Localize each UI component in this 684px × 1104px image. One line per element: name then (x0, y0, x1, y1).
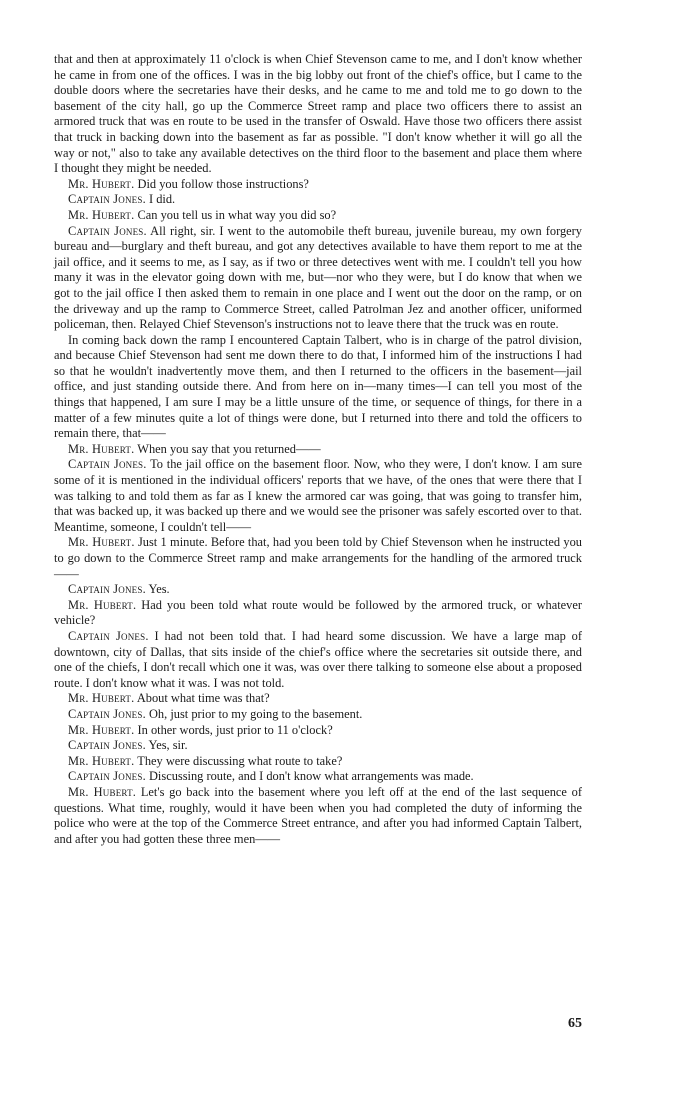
paragraph-text: I had not been told that. I had heard some discussion. We have a large map of downtown, city of Dallas, that sits inside of the chief's office where the secretaries sit outside there, and one of the chiefs, I don't recall which one it was, was over there talking to someone else about a proposed route. I don't know what it was. I was not told. (54, 628, 582, 690)
speaker-name: Mr. Hubert. (68, 722, 135, 737)
speaker-name: Mr. Hubert. (68, 691, 135, 706)
transcript-paragraph (54, 224, 582, 333)
paragraph-text: that and then at approximately 11 o'clock is when Chief Stevenson came to me, and I don't know whether he came in from one of the offices. I was in the big lobby out front of the chief's office, but I came to the double doors where the secretaries have their desks, and he came to me and told me to go down to the basement of the city hall, go up the Commerce Street ramp and place two officers there to assist an armored truck that was en route to be used in the transfer of Oswald. Have those two officers there assist that truck in backing down into the basement as far as possible. "I don't know whether it will go all the way or not," also to take any available detectives on the third floor to the basement and place them where I thought they might be needed. (54, 52, 582, 176)
transcript-paragraph (54, 629, 582, 691)
speaker-name: Captain Jones. (68, 628, 149, 643)
transcript-paragraph (54, 177, 582, 193)
speaker-name: Captain Jones. (68, 192, 146, 207)
transcript-paragraph (54, 457, 582, 535)
paragraph-text: All right, sir. I went to the automobile theft bureau, juvenile bureau, my own forgery bureau and—burglary and theft bureau, and got any detectives available to have them report to me at the jail office, and it seems to me, as I say, as if two or three detectives went with me. I couldn't tell you how many it was in the elevator going down with me, but—nor who they were, but I do know that when we got to the jail office I then asked them to remain in one place and I went out the door on the ramp, or on the driveway and up the ramp to Commerce Street, called Patrolman Jez and another officer, uniformed policeman, then. Relayed Chief Stevenson's instructions not to leave there that the truck was en route. (54, 223, 582, 332)
page-number: 65 (568, 1016, 582, 1031)
paragraph-text: They were discussing what route to take? (137, 753, 343, 768)
transcript-paragraph (54, 208, 582, 224)
transcript-paragraph (54, 598, 582, 629)
transcript-paragraph (54, 691, 582, 707)
transcript-paragraph (54, 333, 582, 442)
transcript-paragraph (54, 52, 582, 177)
speaker-name: Mr. Hubert. (68, 207, 135, 222)
transcript-paragraph (54, 723, 582, 739)
transcript-paragraph (54, 442, 582, 458)
paragraph-text: Yes, sir. (148, 738, 188, 753)
paragraph-text: When you say that you returned—— (137, 441, 321, 456)
paragraph-text: Oh, just prior to my going to the basement. (148, 706, 363, 721)
paragraph-text: In other words, just prior to 11 o'clock? (137, 722, 333, 737)
document-body (54, 52, 582, 847)
speaker-name: Mr. Hubert. (68, 441, 135, 456)
speaker-name: Mr. Hubert. (68, 753, 135, 768)
transcript-paragraph (54, 535, 582, 582)
speaker-name: Captain Jones. (68, 457, 147, 472)
paragraph-text: In coming back down the ramp I encountered Captain Talbert, who is in charge of the patrol division, and because Chief Stevenson had sent me down there to do that, I informed him of the instructions I had so that he wouldn't inadvertently move them, and then I returned to the officers in the basement—jail office, and just standing outside there. And from here on in—many times—I can tell you most of the things that happened, I am sure I may be a little unsure of the time, or sequence of things, for there in a matter of a few minutes quite a lot of things were done, but I returned into there and told the officers to remain there, that—— (54, 332, 582, 441)
speaker-name: Mr. Hubert. (68, 784, 137, 799)
transcript-paragraph (54, 738, 582, 754)
paragraph-text: Can you tell us in what way you did so? (137, 207, 337, 222)
transcript-paragraph (54, 707, 582, 723)
speaker-name: Mr. Hubert. (68, 176, 135, 191)
paragraph-text: I did. (148, 192, 176, 207)
paragraph-text: Yes. (148, 582, 170, 597)
transcript-paragraph (54, 754, 582, 770)
paragraph-text: Discussing route, and I don't know what arrangements was made. (148, 769, 474, 784)
speaker-name: Mr. Hubert. (68, 535, 135, 550)
transcript-paragraph (54, 582, 582, 598)
paragraph-text: Just 1 minute. Before that, had you been told by Chief Stevenson when he instructed you to go down to the Commerce Street ramp and make arrangements for the handling of the armored truck—— (54, 535, 582, 581)
transcript-paragraph (54, 192, 582, 208)
speaker-name: Captain Jones. (68, 738, 146, 753)
speaker-name: Mr. Hubert. (68, 597, 137, 612)
paragraph-text: About what time was that? (136, 691, 270, 706)
paragraph-text: Did you follow those instructions? (137, 176, 309, 191)
speaker-name: Captain Jones. (68, 706, 146, 721)
speaker-name: Captain Jones. (68, 769, 146, 784)
paragraph-text: Let's go back into the basement where you left off at the end of the last sequence of questions. What time, roughly, would it have been when you had completed the duty of informing the police who were at the top of the Commerce Street entrance, and after you had informed Captain Talbert, and after you had gotten these three men—— (54, 784, 582, 846)
speaker-name: Captain Jones. (68, 223, 147, 238)
speaker-name: Captain Jones. (68, 582, 146, 597)
transcript-paragraph (54, 769, 582, 785)
transcript-paragraph (54, 785, 582, 847)
paragraph-text: Had you been told what route would be followed by the armored truck, or whatever vehicle? (54, 597, 582, 628)
paragraph-text: To the jail office on the basement floor. Now, who they were, I don't know. I am sure some of it is mentioned in the individual officers' reports that we have, of the ones that were there that I was talking to and told them as far as I knew the armored car was going, that was going to transfer him, that was backed up, it was backed up there and we would see the prisoner was safely escorted over to that. Meantime, someone, I couldn't tell—— (54, 457, 582, 534)
